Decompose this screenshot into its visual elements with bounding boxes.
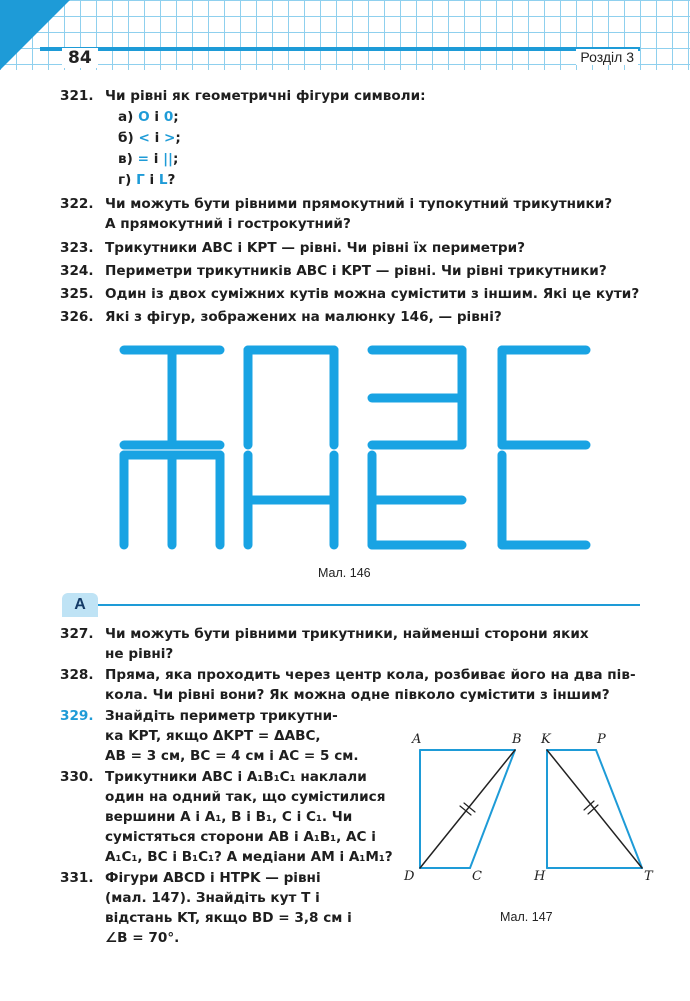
glyph-te <box>124 455 220 545</box>
corner-triangle <box>0 0 70 70</box>
page-number: 84 <box>62 48 98 68</box>
label-t: T <box>644 869 653 884</box>
glyph-l <box>502 455 586 545</box>
figure-146 <box>0 330 690 560</box>
option-c: в) = і ||; <box>118 151 179 167</box>
figure-htpk <box>547 750 642 868</box>
glyph-i <box>124 350 220 445</box>
label-b: B <box>512 732 522 747</box>
glyph-pe <box>248 350 334 445</box>
label-p: P <box>597 732 606 747</box>
figure-abcd <box>420 750 515 868</box>
option-a: а) O і 0; <box>118 109 179 125</box>
option-d: г) Г і L? <box>118 172 176 188</box>
label-a: A <box>412 732 422 747</box>
label-c: C <box>472 869 482 884</box>
label-h: H <box>534 869 546 884</box>
header-bar <box>40 47 640 51</box>
section-title: Розділ 3 <box>576 49 638 65</box>
glyph-e <box>372 455 462 545</box>
problem-number: 321. <box>60 88 94 104</box>
glyph-es <box>502 350 586 445</box>
label-k: K <box>541 732 551 747</box>
glyph-ze <box>372 350 462 445</box>
label-d: D <box>404 869 415 884</box>
section-a-badge: А <box>62 593 98 617</box>
figure-147-caption: Мал. 147 <box>500 910 553 924</box>
section-a-line <box>62 604 640 606</box>
glyph-en <box>248 455 334 545</box>
figure-146-caption: Мал. 146 <box>318 566 371 580</box>
problem-text: Чи рівні як геометричні фігури символи: <box>105 88 426 104</box>
figure-147 <box>400 725 670 925</box>
option-b: б) < і >; <box>118 130 181 146</box>
